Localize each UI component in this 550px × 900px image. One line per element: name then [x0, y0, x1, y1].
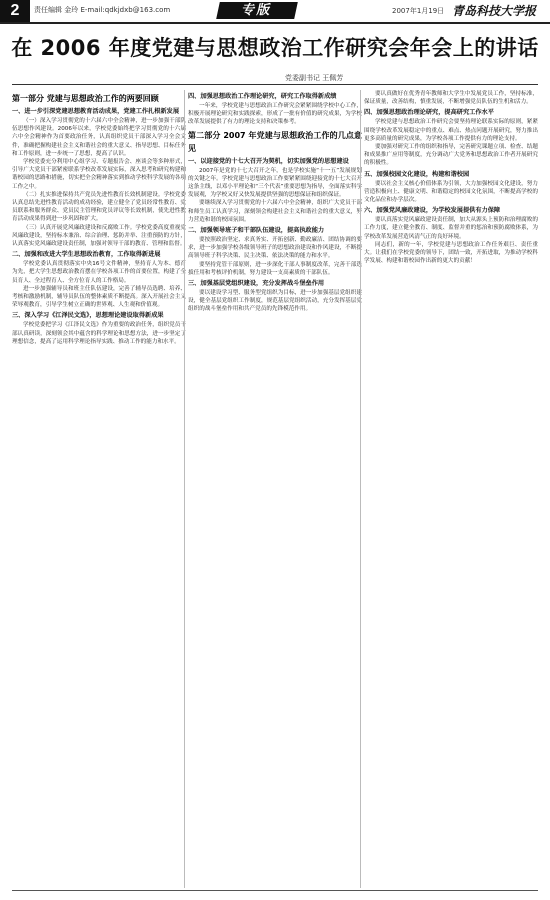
masthead: [0, 0, 550, 24]
body-paragraph: 学校党委充分利用中心组学习、专题报告会、座谈会等多种形式，引导广大党员干部紧密联系学校改革发展实际，深入思考和研究构建和谐校园的思路和措施，切实把全会精神落实到推动学校科学发展的各项工作之中。: [12, 159, 186, 190]
body-paragraph: 一年来，学校党建与思想政治工作研究会紧紧围绕学校中心工作，积极开展理论研究和实践探索，形成了一批有价值的研究成果，为学校改革发展提供了有力的理论支持和决策参考。: [188, 103, 362, 126]
body-paragraph: （二）扎实推进保持共产党员先进性教育长效机制建设。学校党委认真总结先进性教育活动的成功经验，建立健全了党员经常性教育、党员联系和服务群众、党员民主管理和党员评议等长效机制，使先进性教育活动成果得到进一步巩固和扩大。: [12, 191, 186, 223]
body-paragraph: （三）认真开展党风廉政建设和反腐败工作。学校党委高度重视党风廉政建设，坚持标本兼治、综合治理、惩防并举、注重预防的方针，认真落实党风廉政建设责任制，加强对领导干部的教育、管理和监督。: [12, 224, 186, 248]
section-heading: 第一部分 党建与思想政治工作的两要回顾: [12, 94, 159, 103]
column-divider: [184, 90, 185, 888]
body-paragraph: 要以社会主义核心价值体系为引领，大力加强校园文化建设，努力营造积极向上、健康文明、和谐稳定的校园文化氛围，不断提高学校的文化品位和办学层次。: [364, 180, 538, 204]
body-paragraph: 要加强对研究工作的组织和指导，完善研究课题立项、检查、结题和成果推广应用等制度，充分调动广大党务和思想政治工作者开展研究的积极性。: [364, 144, 538, 167]
body-paragraph: 2007年是党的十七大召开之年，也是学校实施“十一五”发展规划的关键之年。学校党建与思想政治工作要紧紧围绕迎接党的十七大召开这条主线，以邓小平理论和“三个代表”重要思想为指导，全面落实科学发展观，为学校又好又快发展提供坚强的思想保证和组织保证。: [188, 167, 362, 199]
subsection-heading: 一、进一步引深党建思想教育活动成果，党建工作扎根新发展: [12, 108, 180, 115]
article-column-3: [364, 90, 538, 888]
body-paragraph: （一）深入学习贯彻党的十六届六中全会精神，进一步加强干部队伍思想作风建设。2006年以来，学校党委始终把学习贯彻党的十六届六中全会精神作为首要政治任务，认真组织党员干部深入学习全会文件，准确把握构建社会主义和谐社会的重大意义、指导思想、目标任务和工作原则，进一步统一了思想，提高了认识。: [12, 118, 186, 157]
body-paragraph: 同志们，新的一年，学校党建与思想政治工作任务艰巨、责任重大。让我们在学校党委的领导下，团结一致，开拓进取，为推动学校科学发展、构建和谐校园作出新的更大的贡献！: [364, 241, 538, 265]
subsection-heading: 二、加强和改进大学生思想政治教育，工作取得新进展: [12, 251, 161, 259]
section-tag: 专版: [216, 2, 298, 19]
body-paragraph: 学校党建与思想政治工作研究会要坚持理论联系实际的原则，紧紧围绕学校改革发展稳定中的重点、难点、热点问题开展研究，努力推出更多高质量的研究成果，为学校各项工作提供有力的理论支持。: [364, 119, 538, 142]
subsection-heading: 四、加强思想政治理论研究，提高研究工作水平: [364, 109, 494, 117]
body-paragraph: 进一步加强辅导员和班主任队伍建设，完善了辅导员选聘、培养、考核和激励机制，辅导员队伍的整体素质不断提高。深入开展社会主义荣辱观教育，引导学生树立正确的世界观、人生观和价值观。: [12, 285, 186, 309]
article-column-2: [188, 90, 362, 888]
body-paragraph: 要继续深入学习贯彻党的十六届六中全会精神，组织广大党员干部和师生员工认真学习，深刻领会构建社会主义和谐社会的重大意义，努力营造和谐的校园氛围。: [188, 200, 362, 223]
body-paragraph: 要坚持党管干部原则，进一步深化干部人事制度改革，完善干部选拔任用和考核评价机制，努力建设一支高素质的干部队伍。: [188, 261, 362, 276]
footer-rule: [12, 890, 538, 891]
subsection-heading: 一、以迎接党的十七大召开为契机，切实加强党的思想建设: [188, 157, 349, 165]
page-number: 2: [0, 0, 30, 22]
subsection-heading: 三、加强基层党组织建设，充分发挥战斗堡垒作用: [188, 280, 325, 288]
subsection-heading: 二、加强领导班子和干部队伍建设，提高执政能力: [188, 227, 325, 235]
paper-name: 青岛科技大学报: [452, 4, 537, 18]
body-paragraph: 要认真落实党风廉政建设责任制，加大从源头上预防和治理腐败的工作力度，建立健全教育、制度、监督并重的惩治和预防腐败体系，为学校改革发展营造风清气正的良好环境。: [364, 217, 538, 240]
section-heading: 第二部分 2007 年党建与思想政治工作的几点意见: [188, 130, 362, 153]
issue-date: 2007年1月19日: [392, 7, 445, 15]
headline: 在 2006 年度党建与思想政治工作研究会年会上的讲话: [11, 36, 539, 60]
column-divider: [360, 90, 361, 888]
byline: 党委副书记 王佩芳: [285, 74, 344, 82]
body-paragraph: 要以建设学习型、服务型党组织为目标，进一步加强基层党组织建设，健全基层党组织工作制度，规范基层党组织活动，充分发挥基层党组织的战斗堡垒作用和共产党员的先锋模范作用。: [188, 290, 362, 313]
subsection-heading: 四、加强思想政治工作理论研究，研究工作取得新成绩: [188, 93, 337, 100]
headline-divider: [12, 84, 538, 85]
body-paragraph: 要认真做好在优秀青年教师和大学生中发展党员工作，坚持标准，保证质量，改善结构，慎重发展，不断增强党员队伍的生机和活力。: [364, 91, 538, 106]
body-paragraph: 要按照政治坚定、求真务实、开拓创新、勤政廉洁、团结协调的要求，进一步加强学校各级领导班子的思想政治建设和作风建设，不断提高领导班子科学决策、民主决策、依法决策的能力和水平。: [188, 237, 362, 260]
editor-credits: 责任编辑 金玲 E-mail:qdkjdxb@163.com: [34, 6, 171, 14]
subsection-heading: 五、加强校园文化建设，构建和谐校园: [364, 170, 470, 178]
article-column-1: [12, 90, 186, 888]
body-paragraph: 学校党委把学习《江泽民文选》作为重要的政治任务，组织党员干部认真研读，深刻领会其中蕴含的科学理论和思想方法，进一步坚定了理想信念，提高了运用科学理论指导实践、推动工作的能力和水平。: [12, 322, 186, 345]
body-paragraph: 学校党委认真贯彻落实中央16号文件精神，坚持育人为本、德育为先，把大学生思想政治教育摆在学校各项工作的首要位置，构建了全员育人、全过程育人、全方位育人的工作格局。: [12, 261, 186, 284]
subsection-heading: 三、深入学习《江泽民文选》，思想理论建设取得新成果: [12, 312, 164, 320]
subsection-heading: 六、加强党风廉政建设，为学校发展提供有力保障: [364, 207, 501, 215]
